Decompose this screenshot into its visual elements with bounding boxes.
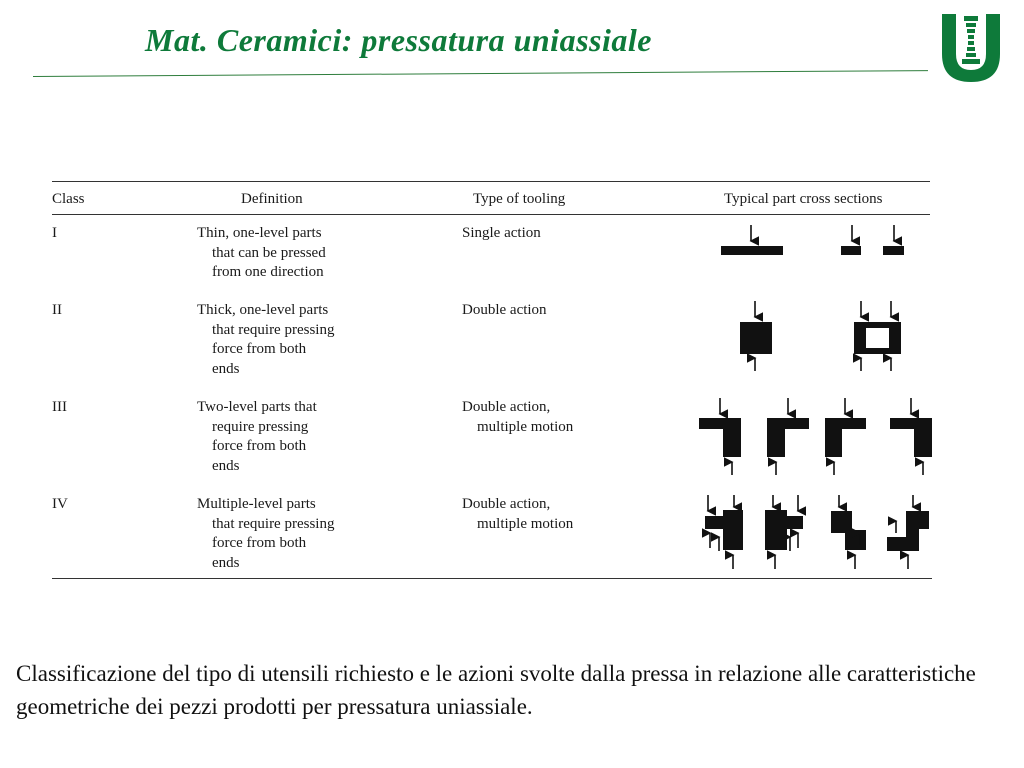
row-definition: Thick, one-level parts that require pressing force from both ends [197,302,335,377]
table-bottom-rule [52,578,932,579]
row-class-III: III [52,399,67,415]
cross-section-row-4 [705,495,929,569]
cross-section-row-3 [699,398,932,475]
row-class-II: II [52,302,62,318]
row-tooling: Double action [462,302,547,318]
header-class: Class [52,191,85,207]
cross-sections-figure [690,215,950,575]
header-tooling: Type of tooling [473,191,566,207]
university-logo-icon [936,10,1006,84]
row-tooling: Single action [462,225,541,241]
row-tooling: Double action, multiple motion [462,399,574,435]
table-top-rule [52,181,930,182]
row-class-IV: IV [52,496,68,512]
slide-title: Mat. Ceramici: pressatura uniassiale [145,22,652,58]
row-definition: Multiple-level parts that require pressing force from both ends [197,496,335,571]
row-definition: Thin, one-level parts that can be pressed from one direction [197,225,326,280]
title-divider [33,70,928,77]
header-cross-sections: Typical part cross sections [724,191,883,207]
cross-section-row-2 [740,301,901,371]
row-class-I: I [52,225,57,241]
header-definition: Definition [241,191,303,207]
row-definition: Two-level parts that require pressing force from both ends [197,399,317,474]
slide-caption: Classificazione del tipo di utensili richiesto e le azioni svolte dalla pressa in relazione alle caratteristiche geometriche dei pezzi prodotti per pressatura uniassiale. [16,661,976,719]
row-tooling: Double action, multiple motion [462,496,574,532]
cross-section-row-1 [721,225,904,255]
